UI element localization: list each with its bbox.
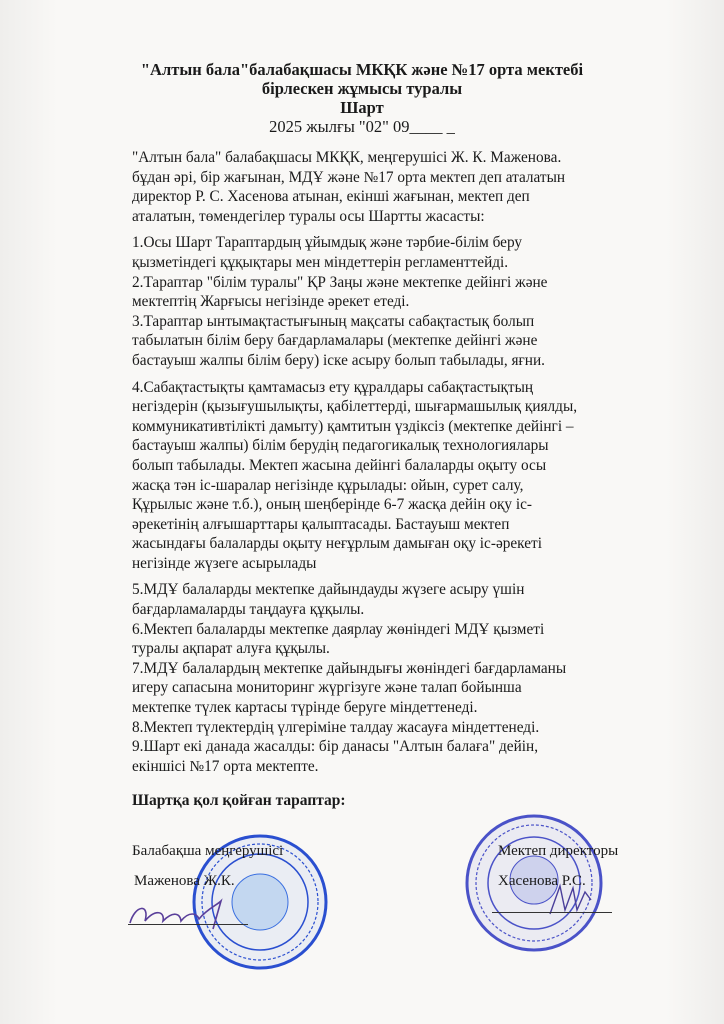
text-line: табылатын білім беру бағдарламалары (мектепке дейінгі және — [132, 332, 538, 350]
right-handwritten-signature — [545, 880, 595, 920]
document-body — [132, 148, 652, 783]
text-line: "Алтын бала" балабақшасы МКҚК, меңгерушісі Ж. К. Маженова. — [132, 149, 562, 166]
text-line: жасындағы балаларды оқыту неғұрлым дамыған оқу іс-әрекеті — [132, 535, 542, 553]
text-line: 8.Мектеп түлектердің үлгеріміне талдау жасауға міндеттенеді. — [132, 718, 540, 736]
left-signature-line — [128, 924, 248, 925]
left-signer-title: Балабақша меңгерушісі — [132, 843, 284, 859]
text-line: қызметіндегі құқықтары мен міндеттерін регламенттейді. — [132, 253, 509, 271]
text-line: әрекетінің алғышарттары қалыптасады. Бастауыш мектеп — [132, 515, 510, 533]
text-line: 2.Тараптар "білім туралы" ҚР Заңы және мектепке дейінгі және — [132, 273, 548, 291]
text-line: 9.Шарт екі данада жасалды: бір данасы "Алтын балаға" дейін, — [132, 738, 539, 756]
text-line: 3.Тараптар ынтымақтастығының мақсаты сабақтастық болып — [132, 312, 535, 330]
text-line: Құрылыс және т.б.), оның шеңберінде 6-7 жасқа дейін оқу іс- — [132, 496, 533, 514]
text-line: 4.Сабақтастықты қамтамасыз ету құралдары сабақтастықтың — [132, 378, 534, 396]
right-signer-name: Хасенова Р.С. — [498, 873, 586, 889]
text-line: 6.Мектеп балаларды мектепке даярлау жөніндегі МДҰ қызметі — [132, 620, 545, 638]
paragraph — [132, 378, 652, 574]
text-line: бұдан әрі, бір жағынан, МДҰ және №17 орта мектеп деп аталатын — [132, 168, 566, 186]
text-line: мектептің Жарғысы негізінде әрекет етеді. — [132, 293, 410, 311]
text-line: коммуникативтілікті дамыту) қамтитын үздіксіз (мектепке дейінгі – — [132, 417, 574, 435]
text-line: жасқа тән іс-шаралар негізінде құрылады: ойын, сурет салу, — [132, 476, 524, 494]
text-line: екіншісі №17 орта мектепте. — [132, 757, 319, 775]
text-line: негізінде жүзеге асырылады — [132, 554, 317, 572]
left-signer-name: Маженова Ж.К. — [134, 873, 235, 889]
text-line: аталатын, төмендегілер туралы осы Шартты жасасты: — [132, 207, 485, 225]
text-line: болып табылады. Мектеп жасына дейінгі балаларды оқыту осы — [132, 456, 547, 474]
text-line: бағдарламаларды таңдауға құқылы. — [132, 601, 365, 619]
text-line: 7.МДҰ балалардың мектепке дайындығы жөніндегі бағдарламаны — [132, 659, 567, 677]
right-signature-line — [492, 912, 612, 913]
right-signer-title: Мектеп директоры — [498, 843, 619, 859]
left-handwritten-signature — [125, 895, 235, 935]
text-line: бастауыш жалпы білім беру) іске асыру болып табылады, яғни. — [132, 351, 545, 369]
document-date: 2025 жылғы "02" 09____ _ — [269, 117, 455, 136]
signatures-heading: Шартқа қол қойған тараптар: — [132, 792, 346, 809]
document-title — [0, 60, 724, 136]
text-line: негіздерін (қызығушылықты, қабілеттерді, шығармашылық қиялды, — [132, 398, 578, 416]
title-line-2: бірлескен жұмысы туралы — [261, 79, 463, 98]
text-line: директор Р. С. Хасенова атынан, екінші жағынан, мектеп деп — [132, 188, 530, 206]
text-line: 5.МДҰ балаларды мектепке дайындауды жүзеге асыру үшін — [132, 581, 525, 599]
text-line: мектепке түлек картасы түрінде беруге міндеттенеді. — [132, 699, 478, 717]
title-line-1: "Алтын бала"балабақшасы МКҚК және №17 орта мектебі — [140, 60, 584, 79]
doc-type: Шарт — [340, 98, 384, 117]
paragraph — [132, 233, 652, 370]
text-line: 1.Осы Шарт Тараптардың ұйымдық және тәрбие-білім беру — [132, 234, 523, 252]
paragraph — [132, 148, 652, 226]
text-line: бастауыш жалпы) білім берудің педагогикалық технологиялары — [132, 437, 549, 455]
text-line: туралы ақпарат алуға құқылы. — [132, 640, 330, 658]
paragraph — [132, 580, 652, 776]
text-line: игеру сапасына мониторинг жүргізуге және талап бойынша — [132, 679, 522, 697]
